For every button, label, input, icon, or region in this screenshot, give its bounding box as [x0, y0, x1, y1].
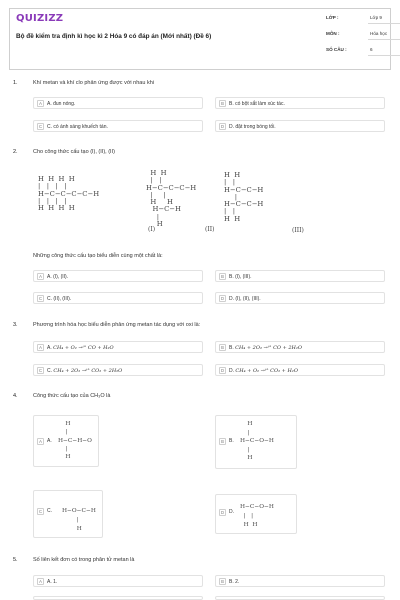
option-c[interactable] [33, 120, 203, 132]
option-a[interactable] [33, 341, 203, 353]
option-a[interactable] [33, 575, 203, 587]
option-prefix: B. [229, 438, 234, 444]
option-text [47, 368, 122, 374]
option-d[interactable] [215, 494, 297, 534]
structure-formula: H | H−C−O−H | H [240, 421, 274, 461]
question-text: Phương trình hóa học biểu diễn phản ứng metan tác dụng với oxi là: [33, 322, 201, 328]
divider [368, 23, 400, 24]
option-b[interactable] [215, 97, 385, 109]
meta-subject-key: MÔN : [326, 31, 340, 36]
question-text: Số liên kết đơn có trong phân tử metan là [33, 557, 135, 563]
structure-iii-label: (III) [292, 227, 304, 234]
structure-iii: H H | | H−C−C−H | H−C−C−H | | H H [224, 171, 264, 223]
meta-count-key: SỐ CÂU : [326, 47, 347, 52]
meta-count-value: 6 [370, 47, 373, 52]
equation: CH₄ + 2O₂ →ᵗ° CO₂ + 2H₂O [53, 367, 123, 374]
option-letter: A [37, 438, 44, 445]
option-text [229, 368, 298, 374]
option-letter: C [38, 368, 43, 373]
option-text: B. (I), (III). [229, 273, 252, 280]
option-text: D. đặt trong bóng tối. [229, 123, 276, 130]
option-text [229, 345, 302, 351]
option-c[interactable] [33, 364, 203, 376]
option-letter: C [38, 124, 43, 129]
option-letter: C [38, 509, 43, 514]
structure-ii: H H | | H−C−C−C−H | | H H H−C−H | H [146, 169, 197, 229]
option-letter: D [220, 296, 225, 301]
equation: CH₄ + O₂ →ᵗ° CO + H₂O [53, 344, 114, 351]
option-d[interactable] [215, 596, 385, 600]
option-prefix: D. [229, 367, 234, 374]
option-d[interactable] [215, 364, 385, 376]
option-b[interactable] [215, 270, 385, 282]
option-text: B. có bột sắt làm xúc tác. [229, 100, 285, 107]
option-text: C. (II), (III). [47, 295, 72, 302]
equation: CH₄ + 2O₂ →ᵗ° CO + 2H₂O [235, 344, 303, 351]
option-letter: A [37, 273, 44, 280]
structure-formula: H−O−C−H | H [62, 508, 96, 532]
structure-formula: H−C−O−H | | H H [240, 504, 274, 528]
option-letter: B [219, 273, 226, 280]
meta-class-key: LỚP : [326, 15, 339, 20]
option-text: A. 1. [47, 578, 58, 585]
divider [368, 39, 400, 40]
option-d[interactable] [215, 120, 385, 132]
option-text: A. đun nóng. [47, 100, 76, 107]
option-prefix: D. [229, 509, 234, 515]
option-c[interactable] [33, 596, 203, 600]
quizizz-logo: QUIZIZZ [16, 13, 64, 24]
divider [368, 55, 400, 56]
caption-text: Những công thức cấu tạo biểu diễn cùng một chất là: [33, 253, 163, 259]
question-text: Cho công thức cấu tạo (I), (II), (II) [33, 149, 115, 155]
structure-i: H H H H | | | | H−C−C−C−C−H | | | | H H H H [38, 175, 100, 213]
option-letter: D [220, 510, 225, 515]
question-number: 5. [13, 557, 18, 563]
option-text: D. (I), (II), (III). [229, 295, 261, 302]
question-number: 4. [13, 393, 18, 399]
question-text: Khí metan và khí clo phản ứng được với nhau khi [33, 80, 154, 86]
meta-subject-value: Hóa học [370, 31, 388, 36]
option-prefix: C. [47, 508, 52, 514]
option-letter: B [219, 344, 226, 351]
option-prefix: A. [47, 438, 52, 444]
structure-ii-label: (II) [205, 226, 215, 233]
option-a[interactable] [33, 97, 203, 109]
option-letter: C [38, 296, 43, 301]
option-a[interactable] [33, 270, 203, 282]
option-text: B. 2. [229, 578, 240, 585]
option-d[interactable] [215, 292, 385, 304]
option-a[interactable] [33, 415, 99, 467]
option-letter: B [219, 578, 226, 585]
question-number: 3. [13, 322, 18, 328]
option-text: C. có ánh sáng khuếch tán. [47, 123, 108, 130]
option-c[interactable] [33, 292, 203, 304]
option-letter: D [220, 124, 225, 129]
option-b[interactable] [215, 341, 385, 353]
option-prefix: B. [229, 344, 234, 351]
page-title: Bộ đề kiểm tra định kì học kì 2 Hóa 9 có đáp án (Mới nhất) (Đề 6) [16, 33, 212, 40]
equation: CH₄ + O₂ →ᵗ° CO₂ + H₂O [235, 367, 298, 374]
option-letter: B [219, 438, 226, 445]
option-letter: A [37, 100, 44, 107]
question-number: 1. [13, 80, 18, 86]
worksheet-header [9, 8, 391, 70]
option-b[interactable] [215, 575, 385, 587]
structure-i-label: (I) [148, 226, 156, 233]
option-letter: A [37, 578, 44, 585]
structure-formula: H | H−C−H−O | H [58, 421, 92, 461]
option-prefix: A. [47, 344, 52, 351]
question-number: 2. [13, 149, 18, 155]
option-prefix: C. [47, 367, 52, 374]
meta-class-value: Lớp 9 [370, 15, 382, 20]
option-text: A. (I), (II). [47, 273, 69, 280]
option-text [47, 345, 114, 351]
option-letter: A [37, 344, 44, 351]
option-b[interactable] [215, 415, 297, 469]
option-c[interactable] [33, 490, 103, 538]
option-letter: D [220, 368, 225, 373]
option-letter: B [219, 100, 226, 107]
question-text: Công thức cấu tạo của CH₃O là [33, 393, 111, 399]
